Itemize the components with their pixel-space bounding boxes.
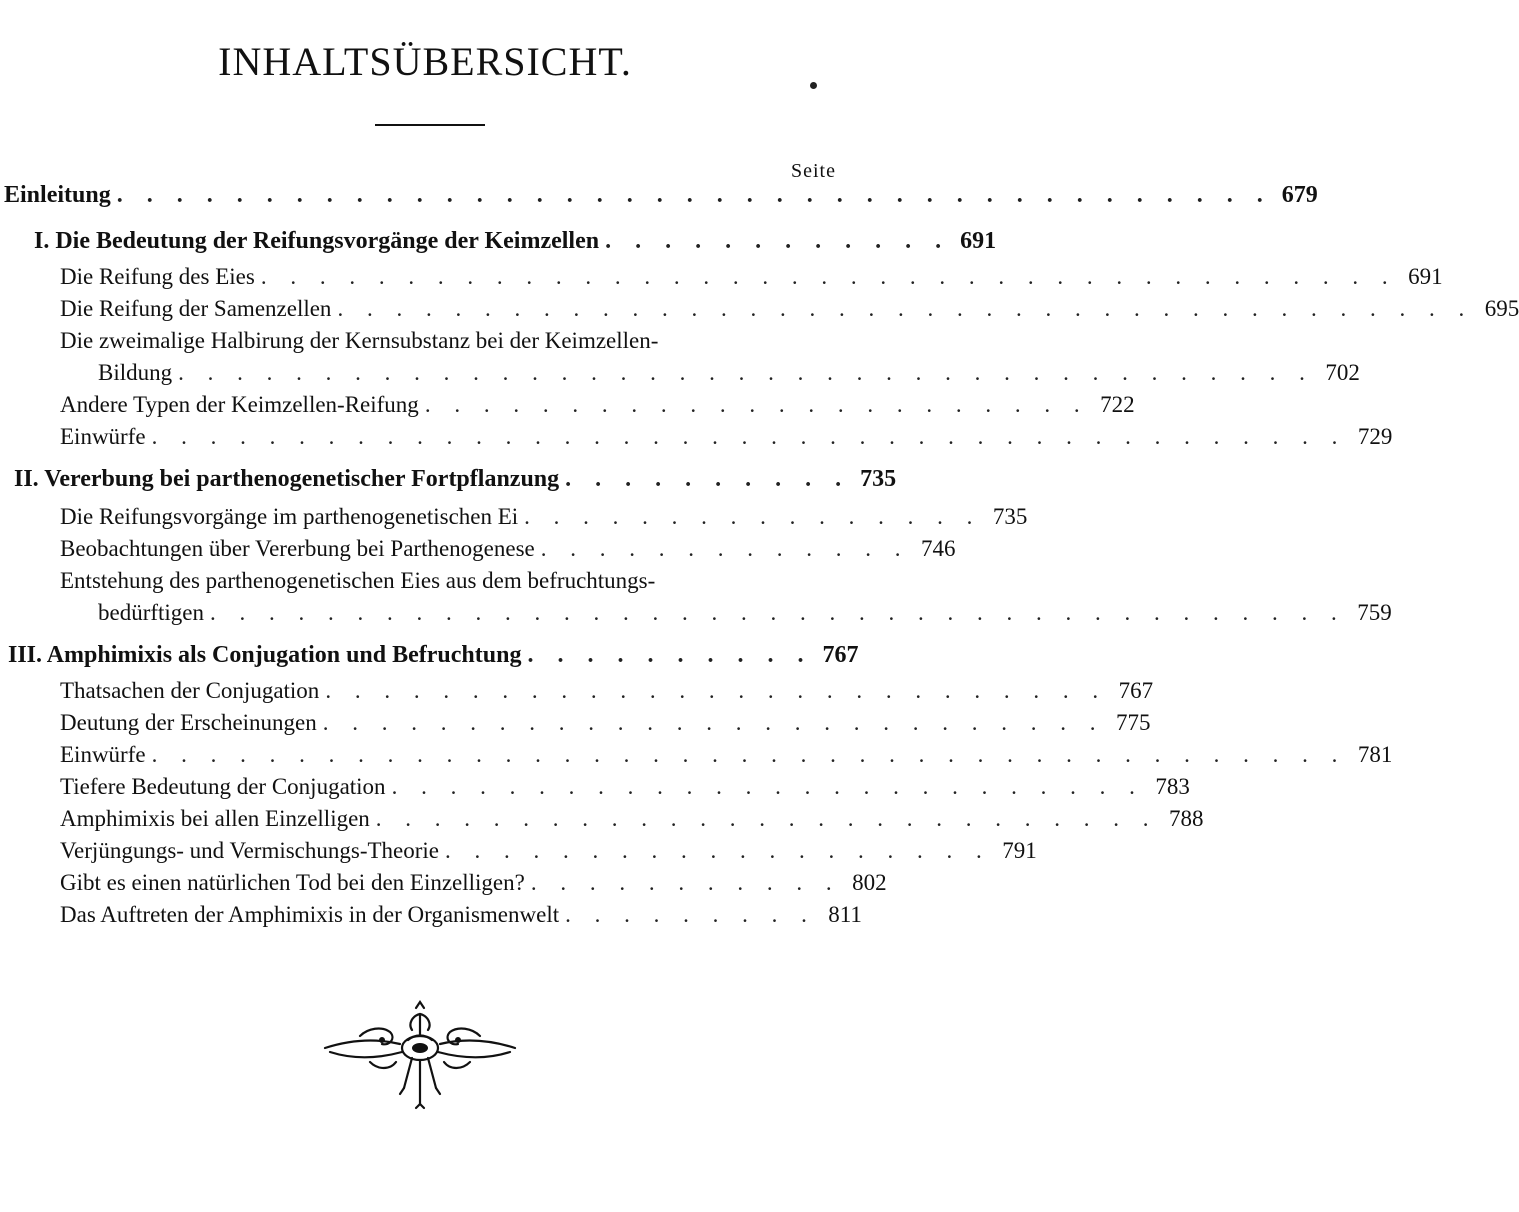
ornament-icon [320,1000,520,1110]
toc-entry [60,294,1519,324]
toc-entry [60,740,1393,770]
leader-dots: . . . . . . . . . . [527,642,813,668]
entry-title: Thatsachen der Conjugation [60,678,320,703]
entry-page: 802 [852,870,887,895]
leader-dots: . . . . . . . . . . . . . . . . . . . . . . . . . . . . . . . . . . . . . . . . . [151,424,1347,449]
entry-page: 722 [1100,392,1135,417]
entry-page: 735 [860,466,897,492]
toc-chapter-1 [34,226,997,256]
entry-title: II. Vererbung bei parthenogenetischer Fortpflanzung [14,466,560,492]
entry-title: Entstehung des parthenogenetischen Eies aus dem befruchtungs- [60,568,656,593]
leader-dots: . . . . . . . . . . . . . . . . . . . . . . . . . . . [375,806,1158,831]
entry-title: Die zweimalige Halbirung der Kernsubstanz bei der Keimzellen- [60,328,659,353]
toc-entry-einleitung [4,180,1318,210]
entry-title: Beobachtungen über Vererbung bei Parthenogenese [60,536,535,561]
leader-dots: . . . . . . . . . . . . . . . . . . . . . . . . . . . . . . . . . . . . . . . [116,182,1272,208]
entry-page: 767 [822,642,859,668]
entry-title: Einwürfe [60,742,146,767]
toc-entry [60,390,1135,420]
entry-title: bedürftigen [98,600,205,625]
toc-chapter-3 [8,640,859,670]
entry-page: 759 [1357,600,1392,625]
toc-chapter-2 [14,464,897,494]
entry-title: Andere Typen der Keimzellen-Reifung [60,392,419,417]
entry-page: 781 [1357,742,1393,767]
toc-entry [60,534,956,564]
entry-page: 788 [1169,806,1204,831]
leader-dots: . . . . . . . . . . . . . . . . [524,504,982,529]
leader-dots: . . . . . . . . . . . . . . . . . . . . . . . . . . . . . . . . . . . . . . . [178,360,1314,385]
leader-dots: . . . . . . . . . . . . . . . . . . . . . . . . . . . [325,678,1108,703]
toc-entry [60,772,1190,802]
entry-title: Das Auftreten der Amphimixis in der Organismenwelt [60,902,560,927]
entry-title: Einleitung [4,182,111,208]
leader-dots: . . . . . . . . . . . . . . . . . . . . . . . . . . . [322,710,1105,735]
toc-entry [60,502,1028,532]
toc-entry [60,868,887,898]
leader-dots: . . . . . . . . . . . [530,870,841,895]
entry-page: 811 [828,902,862,927]
entry-page: 695 [1484,296,1519,321]
entry-title: Die Reifungsvorgänge im parthenogenetischen Ei [60,504,519,529]
entry-title: I. Die Bedeutung der Reifungsvorgänge der Keimzellen [34,228,600,254]
toc-entry-line-2 [98,598,1392,628]
entry-title: Einwürfe [60,424,146,449]
toc-entry-line-2 [98,358,1360,388]
entry-page: 783 [1155,774,1190,799]
leader-dots: . . . . . . . . . . . . . . . . . . . . . . . . . . . . . . . . . . . . . . . [337,296,1474,321]
leader-dots: . . . . . . . . . . . . [605,228,951,254]
leader-dots: . . . . . . . . . . . . . . . . . . . . . . . . . . [391,774,1144,799]
toc-entry [60,804,1204,834]
entry-page: 746 [921,536,956,561]
entry-page: 691 [960,228,997,254]
toc-entry [60,708,1151,738]
leader-dots: . . . . . . . . . . . . . [540,536,910,561]
entry-page: 775 [1116,710,1151,735]
leader-dots: . . . . . . . . . . . . . . . . . . . . . . . . . . . . . . . . . . . . . . . [210,600,1346,625]
toc-entry-line-1 [60,566,836,596]
toc-entry [60,836,1037,866]
toc-entry-line-1 [60,326,836,356]
toc-entry [60,422,1393,452]
entry-page: 679 [1281,182,1318,208]
leader-dots: . . . . . . . . . [565,902,816,927]
entry-title: III. Amphimixis als Conjugation und Befruchtung [8,642,522,668]
entry-title: Die Reifung des Eies [60,264,255,289]
entry-title: Verjüngungs- und Vermischungs-Theorie [60,838,440,863]
leader-dots: . . . . . . . . . . . . . . . . . . . . . . . . . . . . . . . . . . . . . . . [260,264,1397,289]
page-title: INHALTSÜBERSICHT. [218,39,632,84]
entry-page: 729 [1357,424,1393,449]
entry-page: 702 [1325,360,1360,385]
toc-entry [60,262,1443,292]
entry-title: Die Reifung der Samenzellen [60,296,332,321]
toc-entry [60,676,1154,706]
entry-page: 767 [1118,678,1154,703]
entry-title: Tiefere Bedeutung der Conjugation [60,774,386,799]
title-rule [375,124,485,126]
leader-dots: . . . . . . . . . . [565,466,851,492]
page-column-label: Seite [791,160,836,182]
entry-title: Deutung der Erscheinungen [60,710,317,735]
entry-title: Amphimixis bei allen Einzelligen [60,806,370,831]
toc-entry [60,900,862,930]
entry-page: 735 [992,504,1028,529]
ink-dot-mark [810,82,817,89]
leader-dots: . . . . . . . . . . . . . . . . . . . . . . . . . . . . . . . . . . . . . . . . . [151,742,1347,767]
leader-dots: . . . . . . . . . . . . . . . . . . . . . . . [424,392,1089,417]
entry-title: Gibt es einen natürlichen Tod bei den Einzelligen? [60,870,525,895]
entry-page: 691 [1408,264,1443,289]
entry-title: Bildung [98,360,173,385]
leader-dots: . . . . . . . . . . . . . . . . . . . [445,838,991,863]
entry-page: 791 [1002,838,1037,863]
